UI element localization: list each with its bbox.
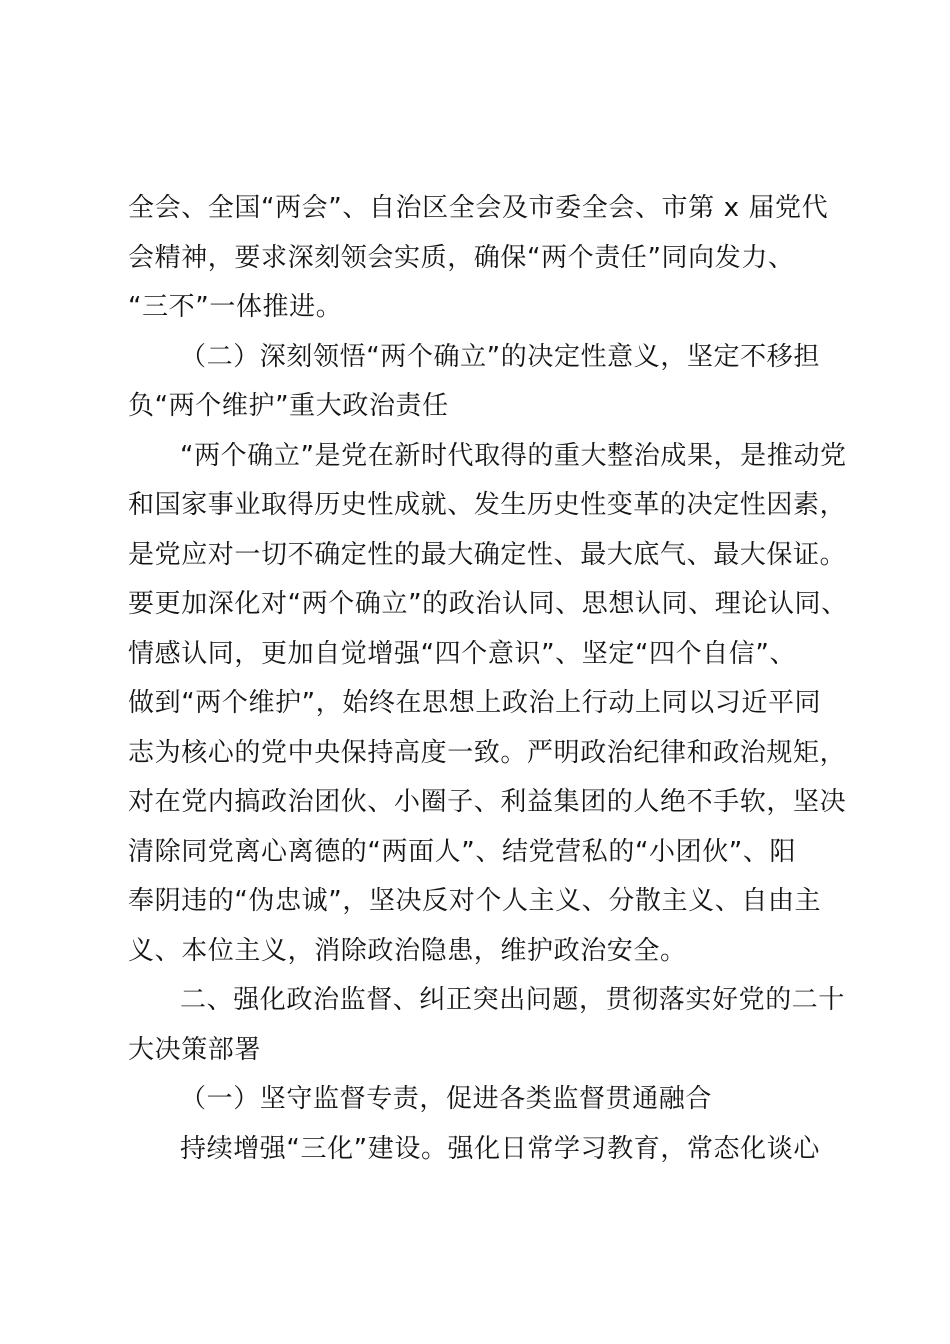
paragraph-line: 清除同党离心离德的“两面人”、结党营私的“小团伙”、阳 [128,836,797,867]
subheading-line: （一）坚守监督专责，促进各类监督贯通融合 [180,1084,713,1114]
paragraph-line: 义、本位主义，消除政治隐患，维护政治安全。 [128,935,687,966]
paragraph-line: 是党应对一切不确定性的最大确定性、最大底气、最大保证。 [128,539,847,570]
paragraph-line: 要更加深化对“两个确立”的政治认同、思想认同、理论认同、 [128,589,848,619]
paragraph-line: 奉阴违的“伪忠诚”，坚决反对个人主义、分散主义、自由主 [128,886,822,916]
section-heading-line: 大决策部署 [128,1034,262,1065]
text-line: 会精神，要求深刻领会实质，确保“两个责任”同向发力、 [128,242,795,273]
subheading-line: 负“两个维护”重大政治责任 [128,391,449,421]
subheading-line: （二）深刻领悟“两个确立”的决定性意义，坚定不移担 [180,341,820,372]
paragraph-line: 做到“两个维护”，始终在思想上政治上行动上同以习近平同 [128,688,822,718]
paragraph-line: 对在党内搞政治团伙、小圈子、利益集团的人绝不手软，坚决 [128,787,847,817]
section-heading-line: 二、强化政治监督、纠正突出问题，贯彻落实好党的二十 [180,985,846,1015]
paragraph-line: 持续增强“三化”建设。强化日常学习教育，常态化谈心 [180,1133,820,1164]
paragraph-line: 和国家事业取得历史性成就、发生历史性变革的决定性因素， [128,490,847,520]
paragraph-line: 志为核心的党中央保持高度一致。严明政治纪律和政治规矩， [128,737,847,768]
paragraph-line: “两个确立”是党在新时代取得的重大整治成果，是推动党 [180,440,847,471]
text-line: 全会、全国“两会”、自治区全会及市委全会、市第 x 届党代 [128,193,829,223]
text-line: “三不”一体推进。 [128,292,343,322]
document-body [128,184,848,1174]
paragraph-line: 情感认同，更加自觉增强“四个意识”、坚定“四个自信”、 [128,638,797,669]
